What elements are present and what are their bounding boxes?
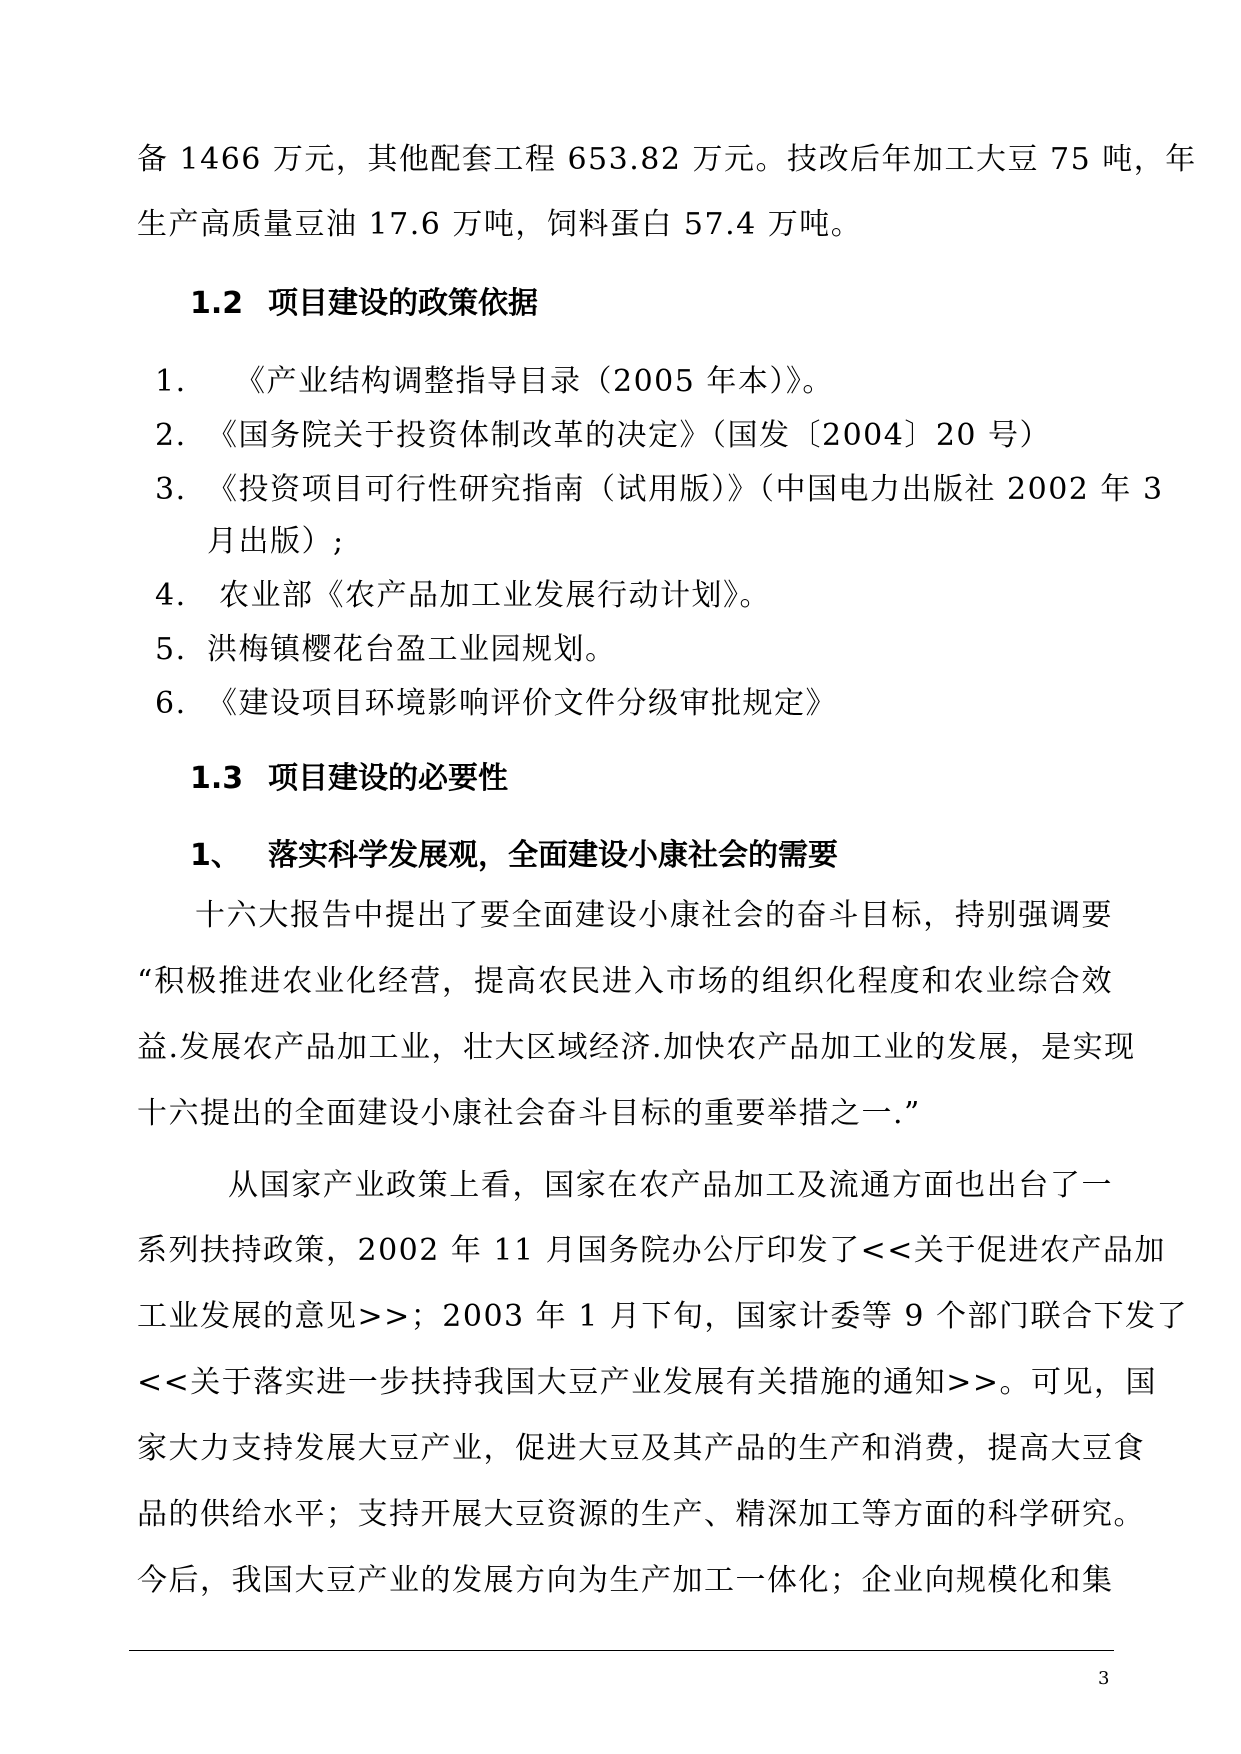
subsection-number: 1、 [190, 838, 241, 873]
body-line: 十六大报告中提出了要全面建设小康社会的奋斗目标，持别强调要 [195, 898, 1113, 933]
list-item-text: 洪梅镇樱花台盈工业园规划。 [207, 632, 617, 667]
body-line: 今后，我国大豆产业的发展方向为生产加工一体化；企业向规模化和集 [137, 1563, 1114, 1598]
section-title: 项目建设的政策依据 [268, 286, 538, 321]
list-item-number: 6. [155, 686, 187, 721]
list-item-text: 《建设项目环境影响评价文件分级审批规定》 [207, 686, 837, 721]
body-line: 品的供给水平；支持开展大豆资源的生产、精深加工等方面的科学研究。 [137, 1497, 1145, 1532]
subsection-heading [190, 838, 838, 874]
list-item [155, 472, 1164, 508]
section-title: 项目建设的必要性 [268, 761, 508, 796]
list-item [155, 632, 1115, 668]
body-line: 家大力支持发展大豆产业，促进大豆及其产品的生产和消费，提高大豆食 [137, 1431, 1145, 1466]
list-item-number: 1. [155, 364, 187, 399]
list-item-number: 2. [155, 418, 187, 453]
intro-line-2: 生产高质量豆油 17.6 万吨，饲料蛋白 57.4 万吨。 [137, 207, 863, 242]
list-item-text: 《投资项目可行性研究指南（试用版）》（中国电力出版社 2002 年 3 [207, 472, 1164, 507]
body-line: <<关于落实进一步扶持我国大豆产业发展有关措施的通知>>。可见，国 [137, 1365, 1158, 1400]
body-line: 十六提出的全面建设小康社会奋斗目标的重要举措之一.” [137, 1096, 921, 1131]
body-line: “积极推进农业化经营，提高农民进入市场的组织化程度和农业综合效 [137, 964, 1113, 999]
list-item-number: 3. [155, 472, 187, 507]
intro-line-1: 备 1466 万元，其他配套工程 653.82 万元。技改后年加工大豆 75 吨，年 [137, 142, 1197, 177]
page-number: 3 [1098, 1668, 1110, 1689]
body-line: 益.发展农产品加工业，壮大区域经济.加快农产品加工业的发展，是实现 [137, 1030, 1136, 1065]
list-item-text: 《国务院关于投资体制改革的决定》（国发〔2004〕20 号） [207, 418, 1052, 453]
list-item [155, 578, 1115, 614]
list-item-text: 农业部《农产品加工业发展行动计划》。 [219, 578, 771, 613]
section-number: 1.3 [190, 761, 244, 796]
footer-divider [129, 1650, 1114, 1651]
list-item [155, 686, 1115, 722]
list-item-number: 4. [155, 578, 187, 613]
list-item-number: 5. [155, 632, 187, 667]
section-number: 1.2 [190, 286, 244, 321]
list-item-text: 《产业结构调整指导目录（2005 年本）》。 [235, 364, 834, 399]
list-item-continuation: 月出版）; [207, 524, 345, 559]
subsection-title: 落实科学发展观，全面建设小康社会的需要 [268, 838, 838, 873]
section-heading-1-2 [190, 286, 538, 322]
body-line: 工业发展的意见>>；2003 年 1 月下旬，国家计委等 9 个部门联合下发了 [137, 1299, 1188, 1334]
list-item [155, 418, 1115, 454]
body-line: 系列扶持政策，2002 年 11 月国务院办公厅印发了<<关于促进农产品加 [137, 1233, 1166, 1268]
body-line: 从国家产业政策上看，国家在农产品加工及流通方面也出台了一 [228, 1168, 1113, 1203]
section-heading-1-3 [190, 761, 508, 797]
list-item [155, 364, 1115, 400]
